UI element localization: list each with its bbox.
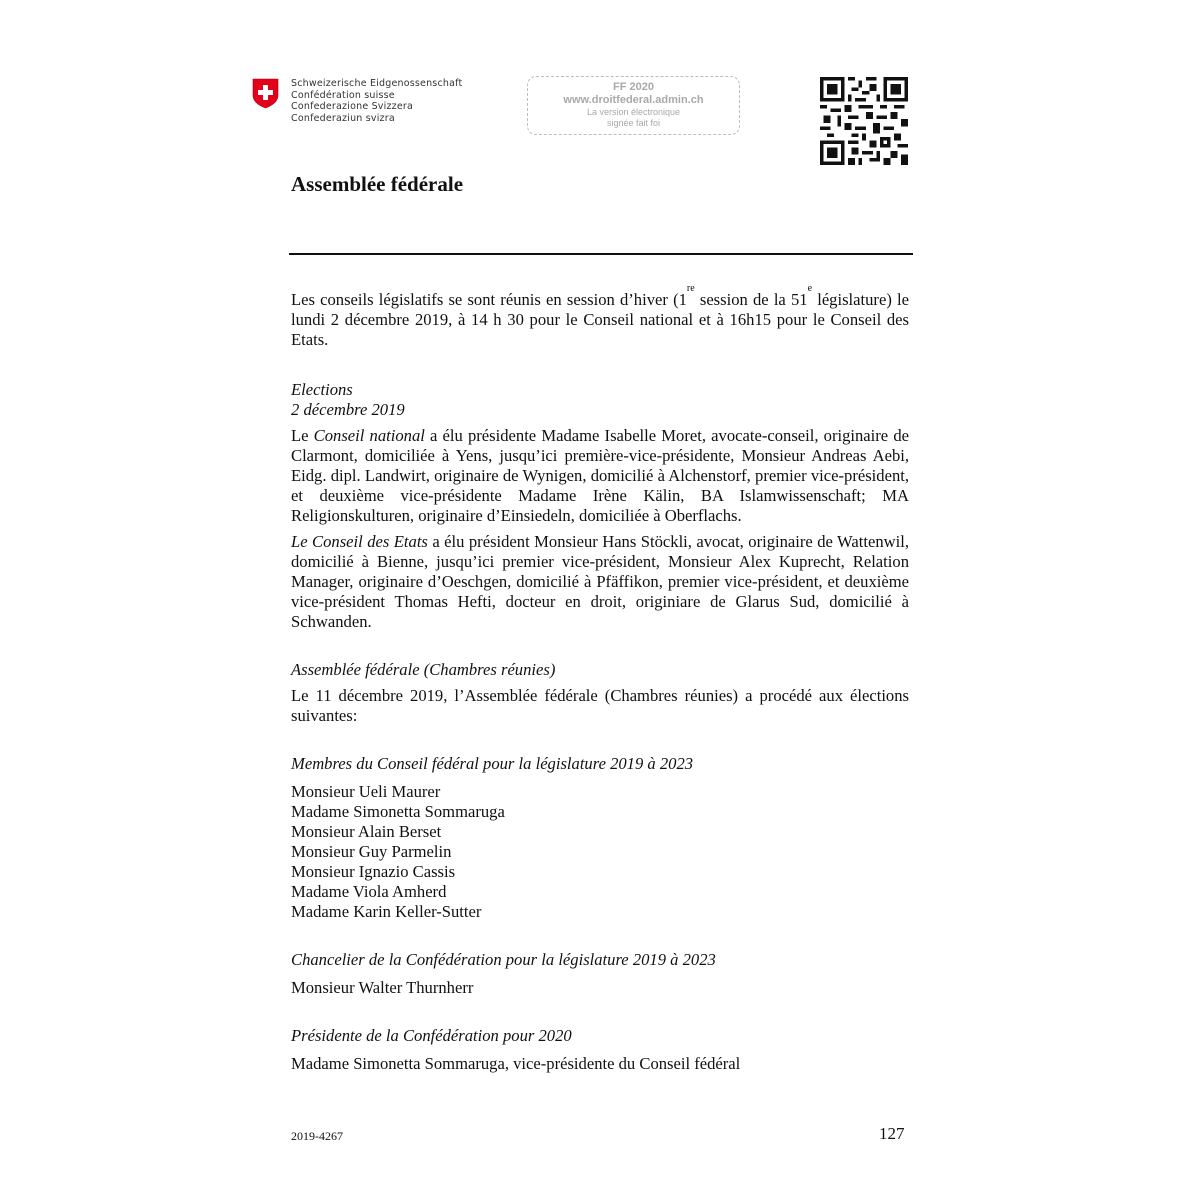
qr-code-icon <box>820 77 908 165</box>
elections-heading: Elections <box>291 380 353 399</box>
confederation-line-rm: Confederaziun svizra <box>291 112 395 124</box>
electronic-version-stamp <box>527 76 740 135</box>
list-item: Monsieur Guy Parmelin <box>291 842 452 861</box>
president-name: Madame Simonetta Sommaruga, vice-présidente du Conseil fédéral <box>291 1054 741 1073</box>
page-number: 127 <box>879 1124 905 1143</box>
list-item: Monsieur Alain Berset <box>291 822 442 841</box>
assembly-paragraph: Le 11 décembre 2019, l’Assemblée fédérale (Chambres réunies) a procédé aux élections suivantes: <box>291 686 909 725</box>
chancellor-name: Monsieur Walter Thurnherr <box>291 978 474 997</box>
list-item: Madame Simonetta Sommaruga <box>291 802 505 821</box>
confederation-line-it: Confederazione Svizzera <box>291 101 414 112</box>
intro-text-b: session de la 51 <box>694 290 808 309</box>
stamp-note-2: signée fait foi <box>606 118 661 128</box>
federal-council-section <box>291 754 909 922</box>
stamp-note-1: La version électronique <box>586 107 681 117</box>
assembly-heading: Assemblée fédérale (Chambres réunies) <box>291 660 556 679</box>
confederation-line-de: Schweizerische Eidgenossenschaft <box>291 78 463 89</box>
title-divider <box>289 253 913 255</box>
elections-date: 2 décembre 2019 <box>291 400 405 419</box>
stamp-reference: FF 2020 <box>613 81 654 93</box>
confederation-line-fr: Confédération suisse <box>291 89 395 101</box>
intro-superscript-e: e <box>807 283 813 294</box>
swiss-cross-shield-icon <box>252 78 279 109</box>
council-of-states-paragraph <box>291 532 909 632</box>
chancellor-section <box>291 950 909 998</box>
intro-text-a: Les conseils législatifs se sont réunis en session d’hiver (1 <box>291 290 687 309</box>
federal-council-heading: Membres du Conseil fédéral pour la législature 2019 à 2023 <box>291 754 694 773</box>
national-council-text: a élu présidente Madame Isabelle Moret, avocate-conseil, originaire de Clarmont, domiciliée à Yens, jusqu’ici première-vice-présidente, Monsieur Andreas Aebi, Eidg. dipl. Landwirt, originaire de Wynigen, domicilié à Alchenstorf, premier vice-président, et deuxième vice-présidente Madame Irène Kälin, BA Islamwissenschaft; MA Religionskulturen, originaire d’Einsiedeln, domiciliée à Oberflachs. <box>291 426 909 525</box>
national-council-name: Conseil national <box>313 426 425 445</box>
list-item: Monsieur Ignazio Cassis <box>291 862 456 881</box>
president-section <box>291 1026 909 1074</box>
council-of-states-text: a élu président Monsieur Hans Stöckli, avocat, originaire de Wattenwil, domicilié à Bienne, jusqu’ici premier vice-président, Monsieur Alex Kuprecht, Relation Manager, originaire d’Oeschgen, domicilié à Pfäffikon, premier vice-président, et deuxième vice-président Thomas Hefti, docteur en droit, originiare de Glarus Sud, domicilié à Schwanden. <box>291 532 909 631</box>
chancellor-heading: Chancelier de la Confédération pour la législature 2019 à 2023 <box>291 950 716 969</box>
intro-superscript-re: re <box>686 283 695 294</box>
session-intro-paragraph <box>291 283 909 350</box>
council-of-states-name: Le Conseil des Etats <box>291 532 428 551</box>
stamp-url[interactable]: www.droitfederal.admin.ch <box>563 94 704 106</box>
assembly-section <box>291 660 909 726</box>
intro-text-c: législature) le lundi 2 décembre 2019, à 14 h 30 pour le Conseil national et à 16h15 pour le Conseil des Etats. <box>291 290 909 349</box>
document-number: 2019-4267 <box>291 1129 343 1143</box>
document-body <box>291 283 909 1074</box>
national-council-paragraph <box>291 426 909 526</box>
list-item: Madame Karin Keller-Sutter <box>291 902 482 921</box>
national-council-prefix: Le <box>291 426 314 445</box>
list-item: Madame Viola Amherd <box>291 882 447 901</box>
confederation-names <box>291 78 462 124</box>
president-heading: Présidente de la Confédération pour 2020 <box>291 1026 572 1045</box>
federal-council-list <box>291 782 909 922</box>
list-item: Monsieur Ueli Maurer <box>291 782 441 801</box>
page-title: Assemblée fédérale <box>291 172 464 196</box>
